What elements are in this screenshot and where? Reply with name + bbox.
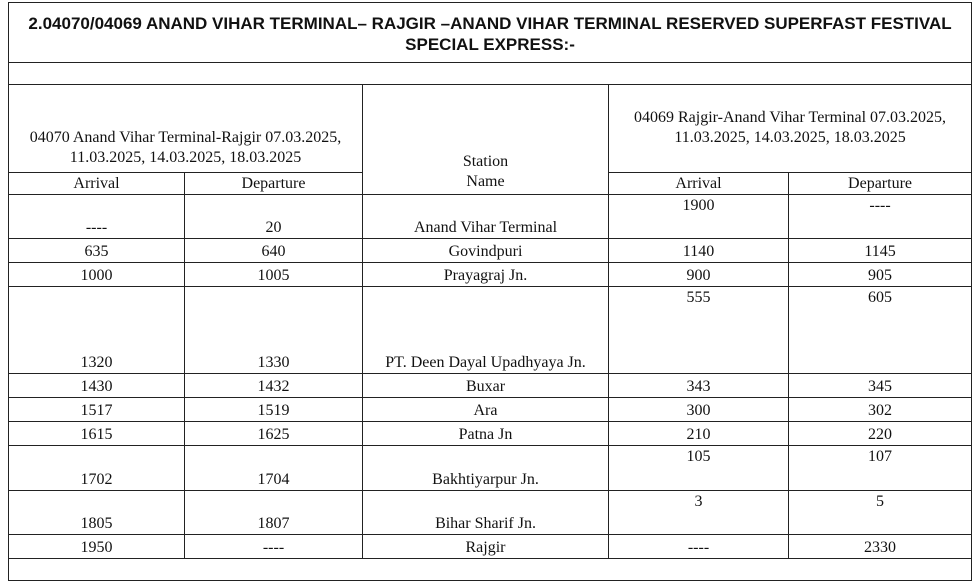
table-row: [9, 195, 972, 239]
up-departure-cell: 1145: [789, 239, 972, 263]
station-cell: Anand Vihar Terminal: [363, 195, 609, 239]
up-arrival-value: 1900: [682, 197, 715, 214]
table-row: [9, 422, 972, 446]
up-arrival-cell: [609, 195, 789, 239]
table-row: [9, 263, 972, 287]
down-arrival-cell: 1320: [9, 287, 185, 374]
up-arrival-value: 3: [694, 493, 703, 510]
timetable-document: [8, 2, 971, 586]
down-arrival-cell: 635: [9, 239, 185, 263]
down-arrival-cell: 1950: [9, 535, 185, 559]
up-departure-value: ----: [869, 197, 891, 214]
up-departure-value: 5: [876, 493, 885, 510]
up-arrival-value: 555: [686, 289, 711, 306]
table-row: [9, 491, 972, 535]
up-departure-cell: 905: [789, 263, 972, 287]
up-arrival-value: 105: [686, 448, 711, 465]
station-cell: Bakhtiyarpur Jn.: [363, 446, 609, 491]
up-departure-cell: [789, 446, 972, 491]
table-row: [9, 398, 972, 422]
table-row: [9, 446, 972, 491]
down-arrival-cell: 1000: [9, 263, 185, 287]
down-arrival-cell: 1805: [9, 491, 185, 535]
up-train-header: 04069 Rajgir-Anand Vihar Terminal 07.03.2025, 11.03.2025, 14.03.2025, 18.03.2025: [609, 85, 972, 173]
table-row: [9, 535, 972, 559]
down-departure-cell: 640: [185, 239, 363, 263]
train-title: 2.04070/04069 ANAND VIHAR TERMINAL– RAJGIR –ANAND VIHAR TERMINAL RESERVED SUPERFAST FESTIVAL SPECIAL EXPRESS:-: [9, 3, 972, 63]
down-departure-cell: 1807: [185, 491, 363, 535]
up-departure-cell: 345: [789, 374, 972, 398]
up-departure-value: 107: [868, 448, 893, 465]
station-cell: Buxar: [363, 374, 609, 398]
up-arrival-cell: [609, 491, 789, 535]
down-departure-cell: 1432: [185, 374, 363, 398]
down-arrival-cell: 1702: [9, 446, 185, 491]
down-arrival-header: Arrival: [9, 173, 185, 195]
up-arrival-cell: 900: [609, 263, 789, 287]
table-row: [9, 287, 972, 374]
up-arrival-cell: 210: [609, 422, 789, 446]
up-arrival-cell: ----: [609, 535, 789, 559]
schedule-table: [8, 2, 972, 581]
blank-row: [9, 63, 972, 85]
down-departure-cell: 1519: [185, 398, 363, 422]
down-departure-cell: 20: [185, 195, 363, 239]
station-cell: Prayagraj Jn.: [363, 263, 609, 287]
station-header-line1: Station: [462, 153, 509, 170]
table-row: [9, 374, 972, 398]
up-arrival-cell: 1140: [609, 239, 789, 263]
down-train-header: 04070 Anand Vihar Terminal-Rajgir 07.03.2025, 11.03.2025, 14.03.2025, 18.03.2025: [9, 85, 363, 173]
down-departure-cell: ----: [185, 535, 363, 559]
up-departure-value: 605: [868, 289, 893, 306]
down-departure-cell: 1625: [185, 422, 363, 446]
down-departure-cell: 1005: [185, 263, 363, 287]
station-cell: Govindpuri: [363, 239, 609, 263]
up-departure-cell: [789, 195, 972, 239]
down-departure-cell: 1704: [185, 446, 363, 491]
up-arrival-cell: [609, 446, 789, 491]
up-departure-header: Departure: [789, 173, 972, 195]
station-cell: Patna Jn: [363, 422, 609, 446]
up-departure-cell: 2330: [789, 535, 972, 559]
down-arrival-cell: ----: [9, 195, 185, 239]
up-departure-cell: 220: [789, 422, 972, 446]
up-arrival-cell: 343: [609, 374, 789, 398]
down-arrival-cell: 1430: [9, 374, 185, 398]
blank-row: [9, 559, 972, 581]
up-arrival-cell: [609, 287, 789, 374]
station-name-header: [363, 85, 609, 195]
down-departure-header: Departure: [185, 173, 363, 195]
up-departure-cell: [789, 287, 972, 374]
down-departure-cell: 1330: [185, 287, 363, 374]
up-arrival-cell: 300: [609, 398, 789, 422]
station-cell: Ara: [363, 398, 609, 422]
up-arrival-header: Arrival: [609, 173, 789, 195]
down-arrival-cell: 1517: [9, 398, 185, 422]
down-arrival-cell: 1615: [9, 422, 185, 446]
up-departure-cell: [789, 491, 972, 535]
station-cell: Rajgir: [363, 535, 609, 559]
station-cell: PT. Deen Dayal Upadhyaya Jn.: [363, 287, 609, 374]
station-cell: Bihar Sharif Jn.: [363, 491, 609, 535]
table-row: [9, 239, 972, 263]
up-departure-cell: 302: [789, 398, 972, 422]
station-header-line2: Name: [466, 173, 505, 190]
